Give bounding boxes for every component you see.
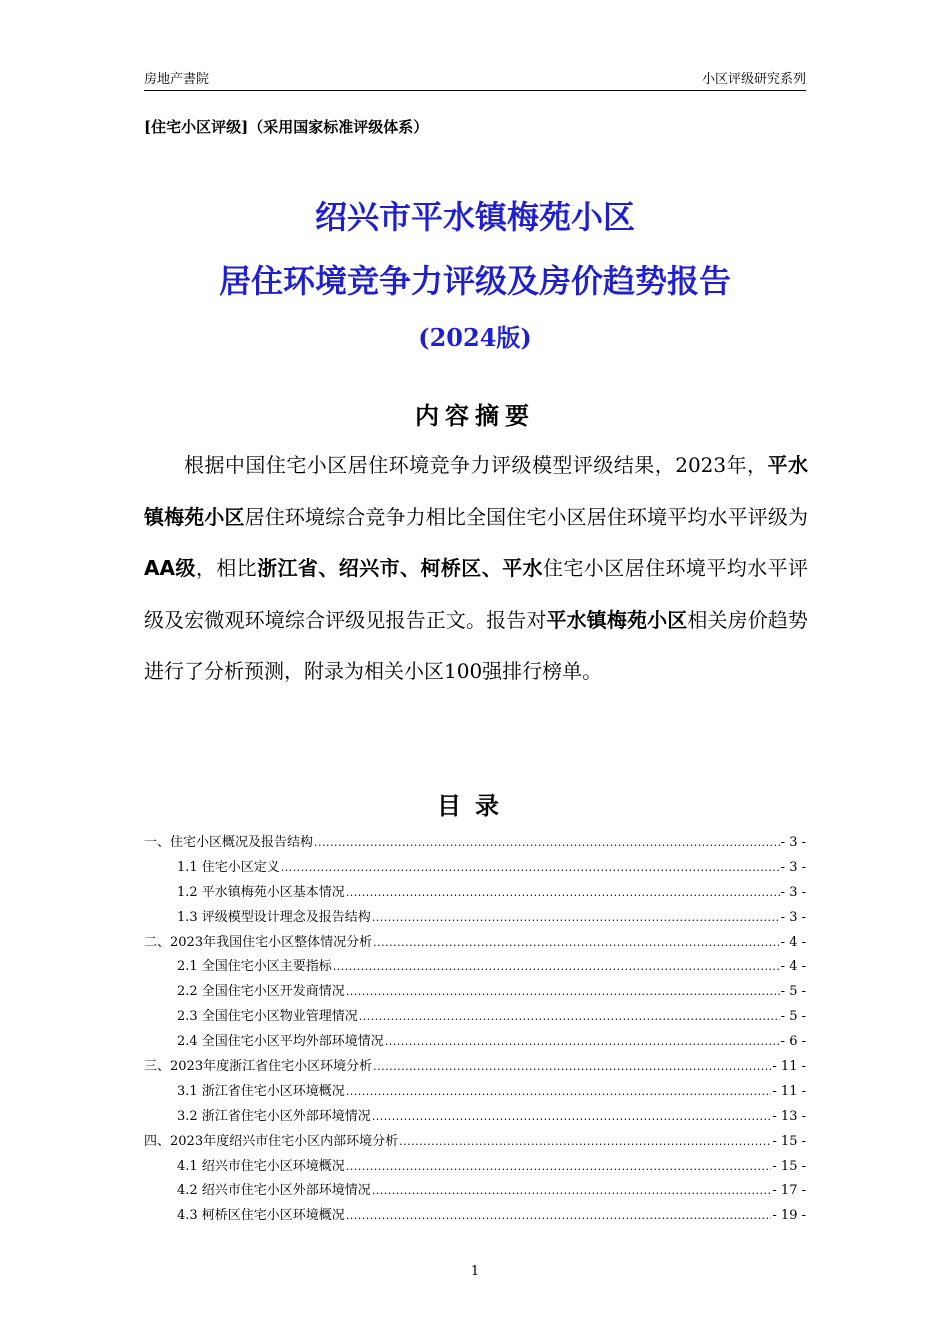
toc-leader-dots (373, 1057, 771, 1077)
toc-leader-dots (346, 1082, 772, 1102)
toc-entry-label: 1.2 平水镇梅苑小区基本情况 (177, 884, 345, 900)
abstract-emphasis: 浙江省、绍兴市、柯桥区、平水 (257, 556, 543, 581)
toc-leader-dots (372, 908, 780, 928)
toc-leader-dots (399, 1132, 771, 1152)
abstract-emphasis: 平水镇梅苑小区 (144, 453, 808, 529)
toc-entry[interactable] (144, 1157, 806, 1182)
toc-entry-page: - 17 - (772, 1183, 806, 1199)
toc-entry[interactable] (144, 1132, 806, 1157)
toc-entry[interactable] (144, 933, 806, 958)
toc-entry[interactable] (144, 883, 806, 908)
abstract-text: 住宅小区居住环境平均水平评级及宏微观环境综合评级见报告正文。报告对 (144, 556, 809, 632)
toc-entry[interactable] (144, 982, 806, 1007)
toc-entry-page: - 3 - (780, 884, 806, 900)
toc-entry-label: 2.1 全国住宅小区主要指标 (177, 959, 332, 975)
toc-entry[interactable] (144, 1206, 806, 1231)
toc-entry-page: - 15 - (772, 1133, 806, 1149)
toc-entry-page: - 4 - (780, 934, 806, 950)
toc-entry-label: 二、2023年我国住宅小区整体情况分析 (144, 934, 373, 950)
toc-entry-label: 4.2 绍兴市住宅小区外部环境情况 (177, 1183, 371, 1199)
abstract-emphasis: AA级 (144, 556, 196, 581)
toc-leader-dots (373, 933, 780, 953)
report-edition: (2024版) (418, 323, 532, 352)
toc-leader-dots (372, 1107, 772, 1127)
toc-entry-page: - 4 - (780, 959, 806, 975)
header-publisher: 房地产書院 (144, 72, 210, 87)
page-number: 1 (470, 1264, 480, 1279)
toc-entry[interactable] (144, 858, 806, 883)
toc-leader-dots (333, 957, 780, 977)
toc-entry-label: 一、住宅小区概况及报告结构 (144, 835, 314, 850)
toc-entry-label: 1.1 住宅小区定义 (177, 859, 280, 875)
toc-leader-dots (346, 982, 780, 1002)
toc-entry[interactable] (144, 1082, 806, 1107)
toc-entry-page: - 19 - (772, 1208, 806, 1224)
toc-entry-page: - 15 - (772, 1158, 806, 1174)
toc-entry-page: - 11 - (772, 1059, 806, 1075)
toc-entry-label: 四、2023年度绍兴市住宅小区内部环境分析 (144, 1133, 399, 1149)
toc-entry-label: 2.2 全国住宅小区开发商情况 (177, 984, 345, 1000)
report-title-line2: 居住环境竞争力评级及房价趋势报告 (218, 262, 731, 300)
toc-entry[interactable] (144, 1032, 806, 1057)
toc-leader-dots (281, 858, 780, 878)
toc-heading: 目录 (437, 792, 513, 820)
toc-entry-label: 4.1 绍兴市住宅小区环境概况 (177, 1158, 345, 1174)
toc-entry-label: 1.3 评级模型设计理念及报告结构 (177, 909, 371, 925)
toc-entry-label: 4.3 柯桥区住宅小区环境概况 (177, 1208, 345, 1224)
report-category-tag: [住宅小区评级]（采用国家标准评级体系） (144, 118, 429, 136)
abstract-text: ，相比 (195, 556, 258, 581)
toc-leader-dots (372, 1181, 772, 1201)
abstract-heading: 内容摘要 (415, 402, 535, 430)
toc-entry-page: - 3 - (780, 835, 806, 850)
toc-entry-page: - 11 - (772, 1083, 806, 1099)
toc-entry-label: 三、2023年度浙江省住宅小区环境分析 (144, 1059, 373, 1075)
toc-entry-page: - 5 - (780, 984, 806, 1000)
abstract-paragraph (144, 440, 808, 698)
toc-leader-dots (314, 833, 780, 853)
toc-entry-page: - 3 - (780, 859, 806, 875)
abstract-text: 居住环境综合竞争力相比全国住宅小区居住环境平均水平评级为 (244, 504, 808, 529)
header-series: 小区评级研究系列 (701, 72, 806, 87)
report-title-line1: 绍兴市平水镇梅苑小区 (314, 198, 635, 236)
toc-entry-page: - 6 - (780, 1034, 806, 1050)
table-of-contents (144, 833, 806, 1231)
toc-entry[interactable] (144, 957, 806, 982)
toc-leader-dots (346, 1157, 772, 1177)
toc-entry-label: 2.4 全国住宅小区平均外部环境情况 (177, 1034, 384, 1050)
toc-entry-page: - 3 - (780, 909, 806, 925)
toc-leader-dots (385, 1032, 780, 1052)
abstract-text: 根据中国住宅小区居住环境竞争力评级模型评级结果，2023年， (184, 453, 768, 477)
toc-entry[interactable] (144, 908, 806, 933)
running-header (144, 68, 806, 91)
toc-leader-dots (359, 1007, 780, 1027)
abstract-text: 相关房价趋势进行了分析预测，附录为相关小区100强排行榜单。 (144, 607, 808, 684)
toc-entry[interactable] (144, 1057, 806, 1082)
toc-entry-label: 2.3 全国住宅小区物业管理情况 (177, 1009, 358, 1025)
toc-entry[interactable] (144, 833, 806, 858)
toc-entry[interactable] (144, 1007, 806, 1032)
toc-leader-dots (346, 1206, 772, 1226)
toc-entry[interactable] (144, 1107, 806, 1132)
toc-entry-page: - 5 - (780, 1009, 806, 1025)
toc-entry[interactable] (144, 1181, 806, 1206)
toc-leader-dots (346, 883, 780, 903)
toc-entry-label: 3.2 浙江省住宅小区外部环境情况 (177, 1108, 371, 1124)
toc-entry-label: 3.1 浙江省住宅小区环境概况 (177, 1083, 345, 1099)
abstract-emphasis: 平水镇梅苑小区 (546, 607, 688, 632)
toc-entry-page: - 13 - (772, 1108, 806, 1124)
abstract-body (144, 440, 808, 698)
